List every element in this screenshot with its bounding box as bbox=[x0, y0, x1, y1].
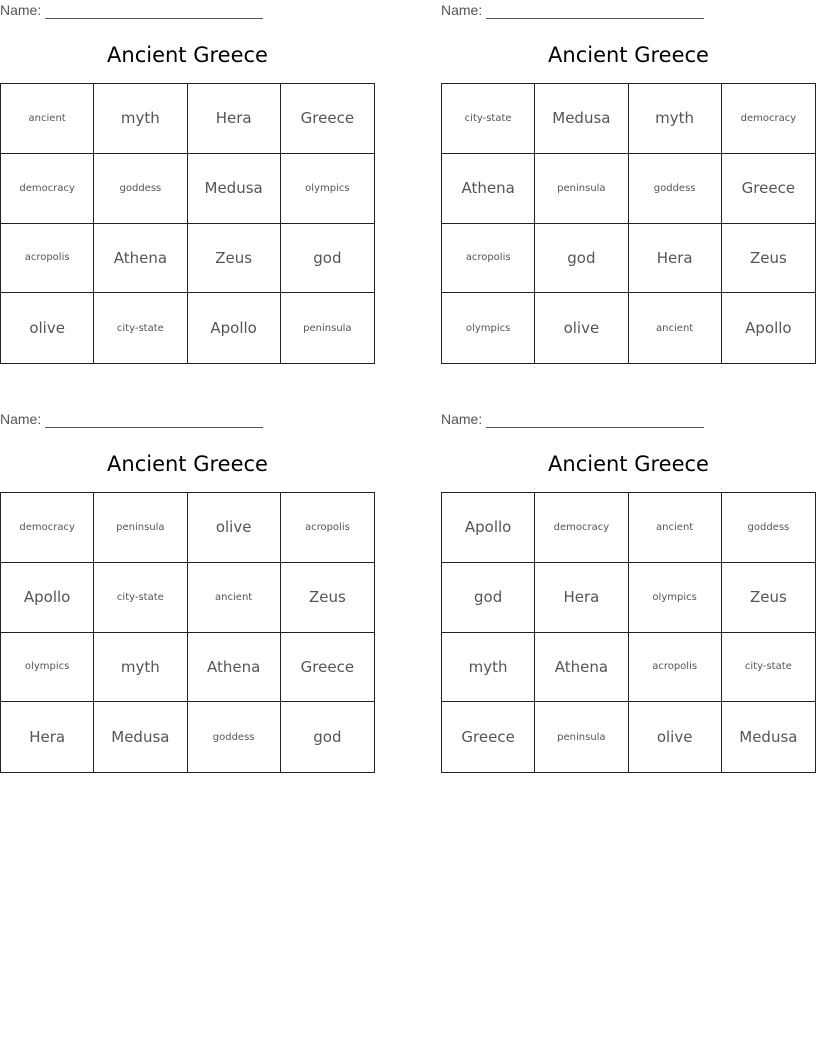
bingo-cell: democracy bbox=[535, 493, 628, 563]
bingo-cell: democracy bbox=[722, 84, 815, 154]
bingo-cell: god bbox=[313, 728, 342, 747]
bingo-cell: god bbox=[442, 563, 535, 633]
bingo-cell: myth bbox=[94, 84, 187, 154]
bingo-cell: Medusa bbox=[535, 84, 628, 154]
bingo-cell: god bbox=[281, 224, 374, 294]
name-field bbox=[0, 410, 263, 428]
bingo-grid bbox=[441, 83, 816, 364]
bingo-cell: olympics bbox=[1, 633, 94, 703]
bingo-cell: democracy bbox=[1, 154, 94, 224]
name-blank-line[interactable] bbox=[45, 413, 263, 428]
bingo-cell: Medusa bbox=[188, 154, 281, 224]
bingo-cell: ancient bbox=[1, 84, 94, 154]
bingo-cell: ancient bbox=[629, 293, 722, 363]
bingo-cell: Apollo bbox=[442, 493, 535, 563]
bingo-cell: Greece bbox=[281, 84, 374, 154]
name-label: Name: bbox=[441, 411, 483, 427]
bingo-grid bbox=[0, 83, 375, 364]
name-field bbox=[441, 1, 704, 19]
name-blank-line[interactable] bbox=[45, 4, 263, 19]
bingo-cell: city-state bbox=[442, 84, 535, 154]
name-field bbox=[0, 1, 263, 19]
bingo-cell: Athena bbox=[442, 154, 535, 224]
bingo-cell: Zeus bbox=[722, 563, 815, 633]
bingo-cell: god bbox=[535, 224, 628, 294]
name-blank-line[interactable] bbox=[486, 4, 704, 19]
bingo-cell: ancient bbox=[629, 493, 722, 563]
bingo-cell: Zeus bbox=[188, 224, 281, 294]
bingo-cell: acropolis bbox=[629, 633, 722, 703]
bingo-cell: Greece bbox=[442, 702, 535, 772]
bingo-grid bbox=[441, 492, 816, 773]
bingo-cell: democracy bbox=[1, 493, 94, 563]
bingo-cell: city-state bbox=[94, 293, 187, 363]
bingo-cell: Hera bbox=[1, 702, 94, 772]
bingo-cell: goddess bbox=[188, 702, 281, 772]
bingo-cell: olympics bbox=[281, 154, 374, 224]
bingo-cell: peninsula bbox=[94, 493, 187, 563]
bingo-cell: Greece bbox=[281, 633, 374, 703]
bingo-cell: myth bbox=[94, 633, 187, 703]
bingo-cell: olive bbox=[188, 493, 281, 563]
name-label: Name: bbox=[441, 2, 483, 18]
name-blank-line[interactable] bbox=[486, 413, 704, 428]
bingo-cell: Athena bbox=[188, 633, 281, 703]
bingo-cell: city-state bbox=[722, 633, 815, 703]
bingo-cell: acropolis bbox=[281, 493, 374, 563]
bingo-cell: Zeus bbox=[281, 563, 374, 633]
bingo-cell: olive bbox=[1, 293, 94, 363]
bingo-cell: city-state bbox=[94, 563, 187, 633]
bingo-cell: Apollo bbox=[745, 319, 792, 338]
bingo-card-2 bbox=[441, 0, 816, 365]
name-label: Name: bbox=[0, 411, 42, 427]
bingo-cell: peninsula bbox=[535, 154, 628, 224]
bingo-cell: Medusa bbox=[94, 702, 187, 772]
bingo-cell: myth bbox=[442, 633, 535, 703]
bingo-cell: Hera bbox=[188, 84, 281, 154]
card-title: Ancient Greece bbox=[107, 43, 268, 67]
bingo-cell: Zeus bbox=[722, 224, 815, 294]
bingo-cell: Hera bbox=[629, 224, 722, 294]
bingo-cell: myth bbox=[629, 84, 722, 154]
bingo-cell: Apollo bbox=[188, 293, 281, 363]
name-label: Name: bbox=[0, 2, 42, 18]
bingo-cell: olympics bbox=[629, 563, 722, 633]
bingo-cell: goddess bbox=[722, 493, 815, 563]
bingo-cell: Greece bbox=[722, 154, 815, 224]
bingo-cell: olympics bbox=[442, 293, 535, 363]
card-title: Ancient Greece bbox=[548, 43, 709, 67]
bingo-cell: acropolis bbox=[1, 224, 94, 294]
bingo-cell: Apollo bbox=[1, 563, 94, 633]
bingo-card-1 bbox=[0, 0, 375, 365]
bingo-card-4 bbox=[441, 409, 816, 774]
bingo-cell: goddess bbox=[94, 154, 187, 224]
bingo-cell: Athena bbox=[94, 224, 187, 294]
bingo-card-3 bbox=[0, 409, 375, 774]
card-title: Ancient Greece bbox=[548, 452, 709, 476]
bingo-grid bbox=[0, 492, 375, 773]
bingo-cell: Athena bbox=[535, 633, 628, 703]
bingo-cell: peninsula bbox=[535, 702, 628, 772]
bingo-cell: ancient bbox=[188, 563, 281, 633]
name-field bbox=[441, 410, 704, 428]
bingo-cell: Medusa bbox=[739, 728, 798, 747]
bingo-cell: acropolis bbox=[442, 224, 535, 294]
card-title: Ancient Greece bbox=[107, 452, 268, 476]
bingo-cell: Hera bbox=[535, 563, 628, 633]
bingo-cell: olive bbox=[629, 702, 722, 772]
bingo-cell: peninsula bbox=[303, 322, 352, 334]
bingo-cell: goddess bbox=[629, 154, 722, 224]
bingo-cell: olive bbox=[535, 293, 628, 363]
